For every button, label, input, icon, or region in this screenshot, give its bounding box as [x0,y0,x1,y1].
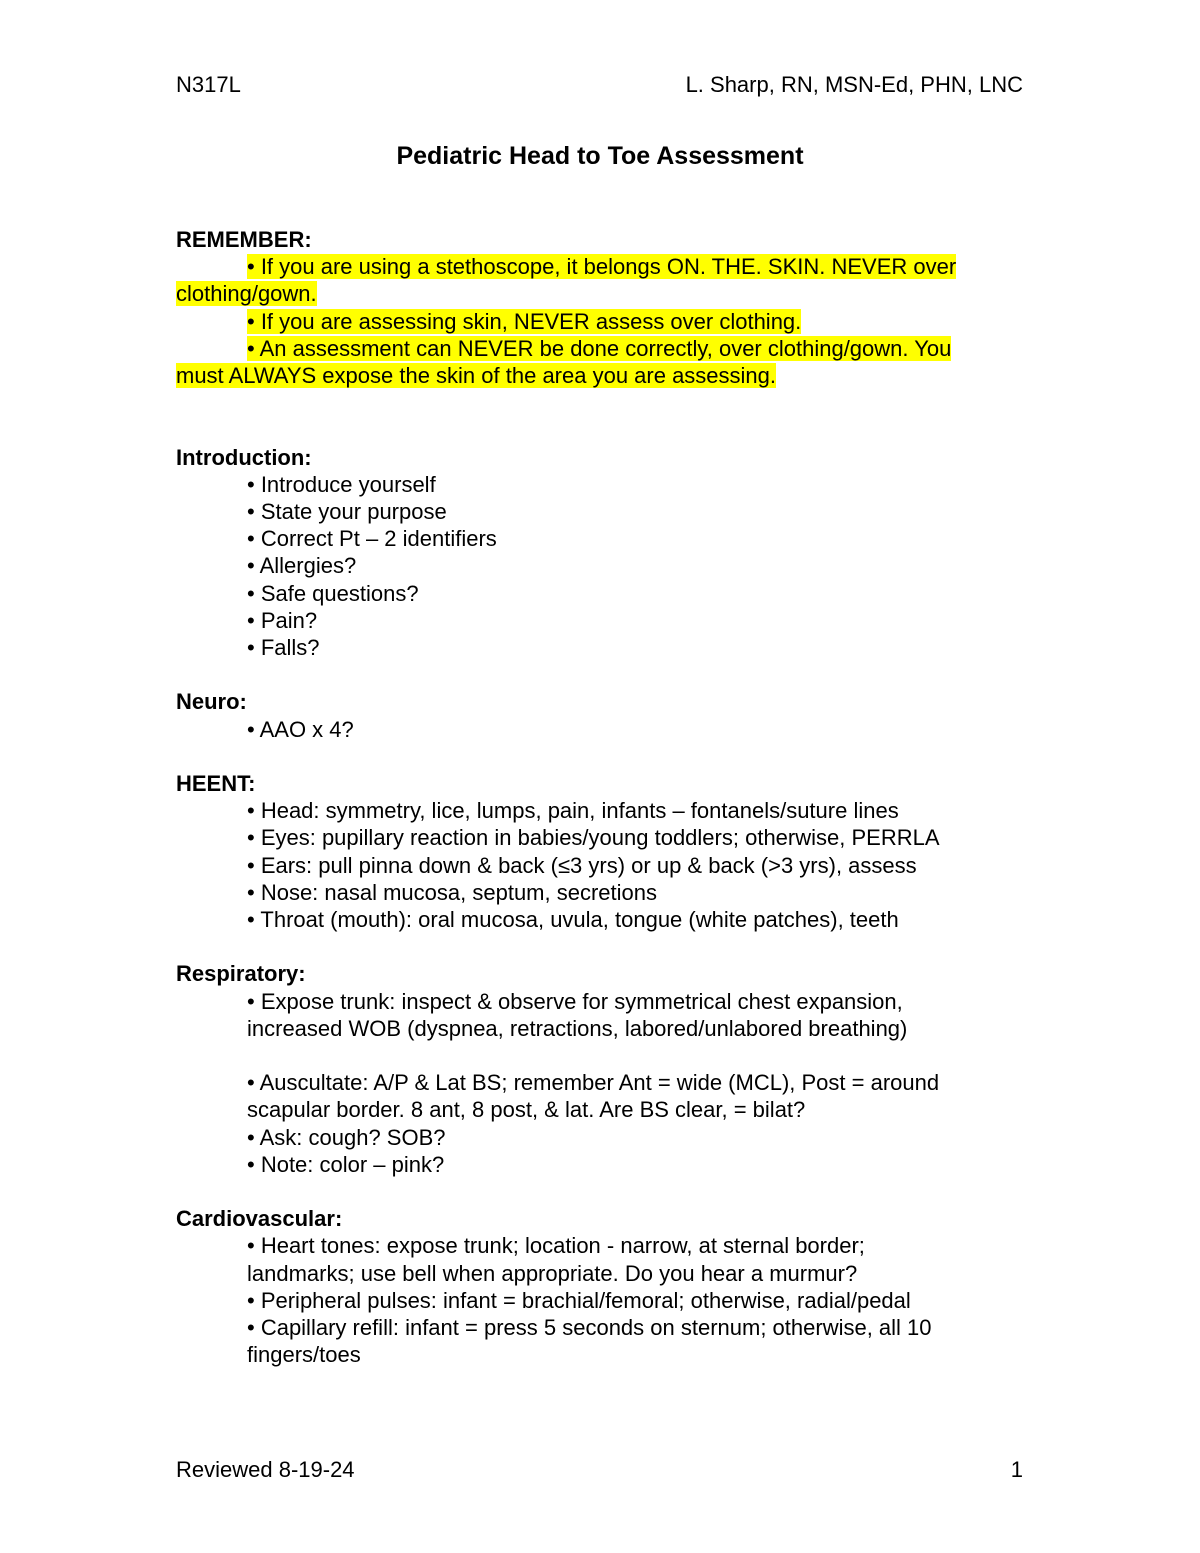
cardiovascular-heading: Cardiovascular: [176,1206,343,1232]
page-footer [176,1457,1023,1487]
remember-line: • If you are using a stethoscope, it belongs ON. THE. SKIN. NEVER over [247,254,957,280]
list-item: • Falls? [247,635,320,661]
list-item: • Safe questions? [247,580,419,606]
list-item: • Allergies? [247,553,357,579]
page-number: 1 [1010,1457,1023,1482]
author-credentials: L. Sharp, RN, MSN-Ed, PHN, LNC [685,72,1023,97]
list-item: • AAO x 4? [247,716,354,742]
list-item: • Note: color – pink? [247,1151,445,1177]
list-item-continuation: increased WOB (dyspnea, retractions, labored/unlabored breathing) [247,1015,908,1041]
neuro-heading: Neuro: [176,689,247,715]
list-item: • Introduce yourself [247,471,436,497]
list-item: • State your purpose [247,499,447,525]
list-item: • Expose trunk: inspect & observe for symmetrical chest expansion, [247,988,903,1014]
list-item-continuation: landmarks; use bell when appropriate. Do you hear a murmur? [247,1260,858,1286]
list-item: • Heart tones: expose trunk; location - narrow, at sternal border; [247,1233,865,1259]
document-body [176,226,1024,1368]
page-header [176,72,1023,102]
list-item-continuation: fingers/toes [247,1342,361,1368]
list-item: • Nose: nasal mucosa, septum, secretions [247,879,657,905]
remember-heading: REMEMBER: [176,227,312,252]
list-item: • Capillary refill: infant = press 5 seconds on sternum; otherwise, all 10 [247,1315,932,1341]
respiratory-heading: Respiratory: [176,961,306,987]
page-title: Pediatric Head to Toe Assessment [396,142,804,170]
list-item: • Eyes: pupillary reaction in babies/young toddlers; otherwise, PERRLA [247,825,940,851]
list-item: • Ask: cough? SOB? [247,1124,446,1150]
introduction-heading: Introduction: [176,444,312,470]
remember-line: • An assessment can NEVER be done correctly, over clothing/gown. You [247,335,952,361]
list-item-continuation: scapular border. 8 ant, 8 post, & lat. Are BS clear, = bilat? [247,1097,806,1123]
list-item: • Correct Pt – 2 identifiers [247,526,497,552]
list-item: • Ears: pull pinna down & back (≤3 yrs) or up & back (>3 yrs), assess [247,852,917,878]
list-item: • Auscultate: A/P & Lat BS; remember Ant = wide (MCL), Post = around [247,1070,940,1096]
remember-line: must ALWAYS expose the skin of the area you are assessing. [176,363,777,389]
list-item: • Throat (mouth): oral mucosa, uvula, tongue (white patches), teeth [247,907,899,933]
list-item: • Head: symmetry, lice, lumps, pain, infants – fontanels/suture lines [247,798,899,824]
remember-line: • If you are assessing skin, NEVER assess over clothing. [247,308,802,334]
heent-heading: HEENT: [176,771,256,797]
list-item: • Pain? [247,607,318,633]
reviewed-date: Reviewed 8-19-24 [176,1457,355,1482]
list-item: • Peripheral pulses: infant = brachial/femoral; otherwise, radial/pedal [247,1287,911,1313]
course-code: N317L [176,72,241,97]
remember-line: clothing/gown. [176,281,317,307]
